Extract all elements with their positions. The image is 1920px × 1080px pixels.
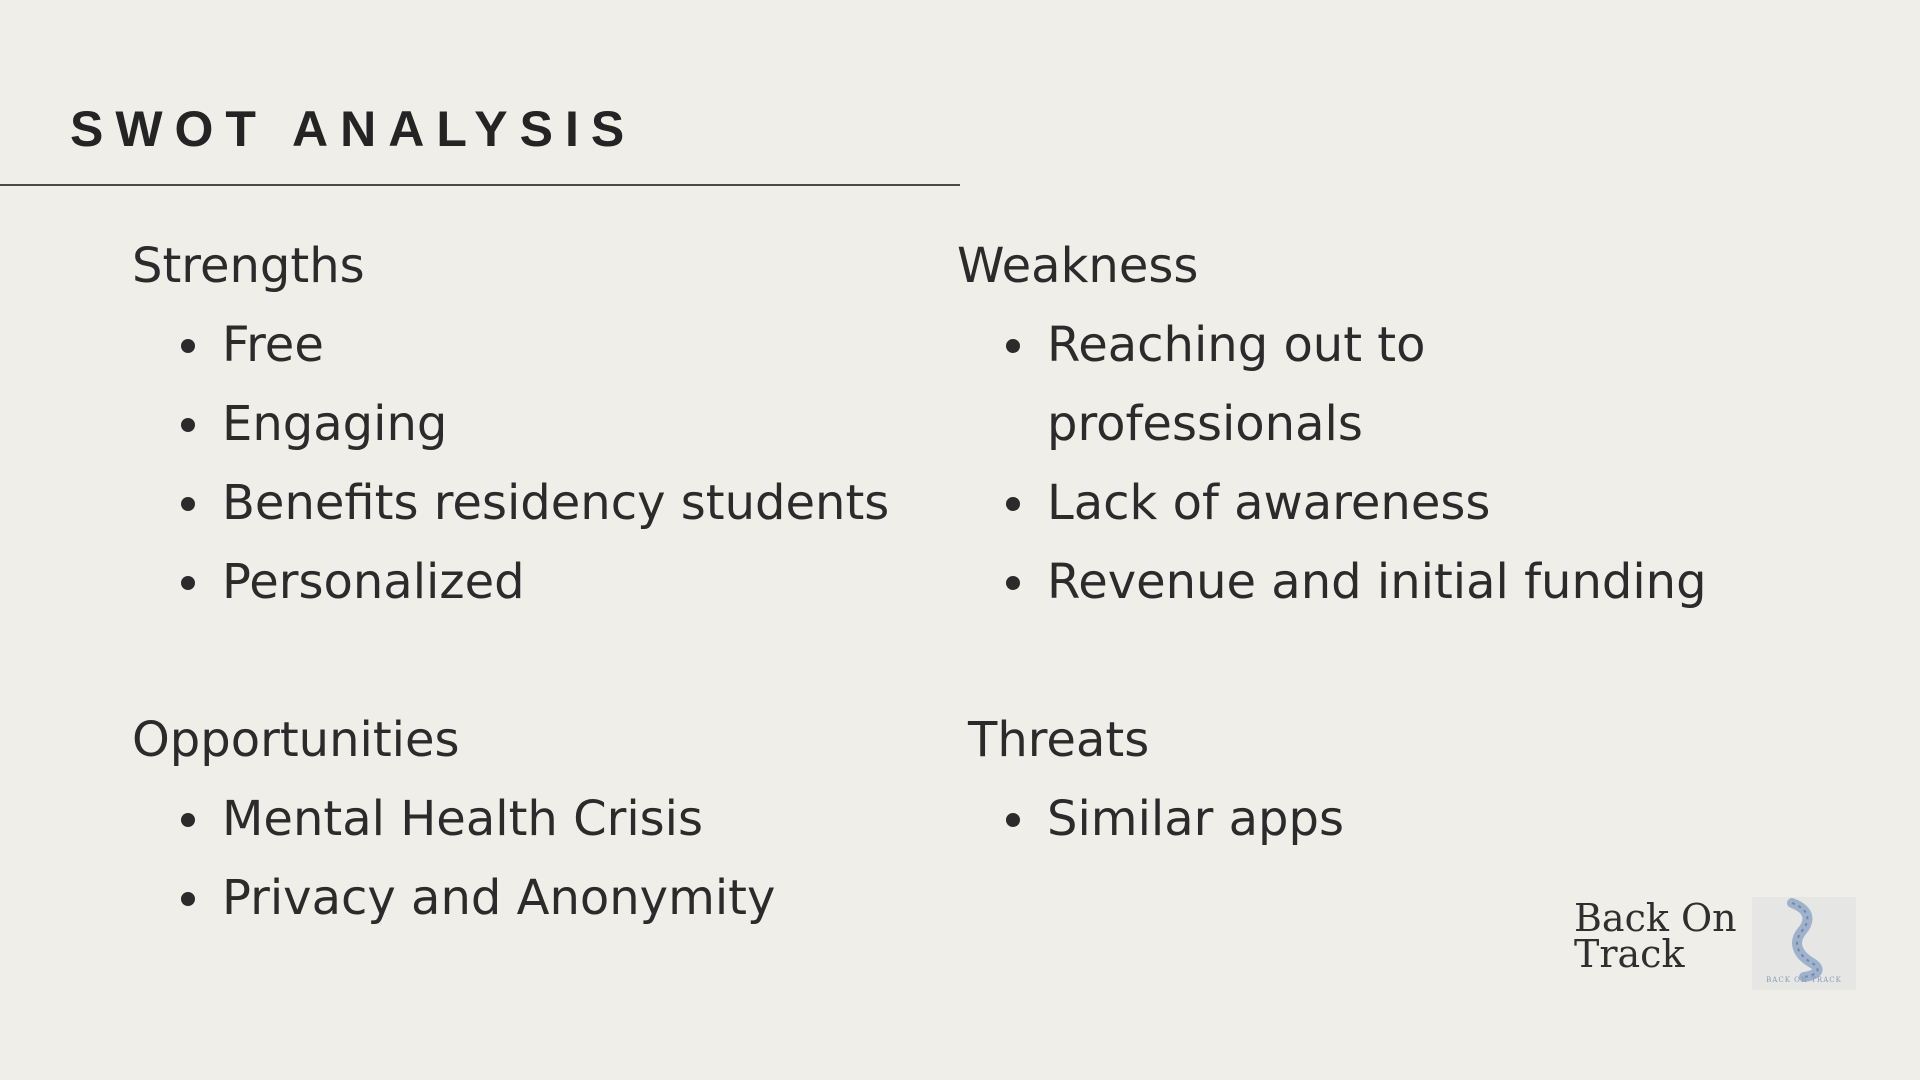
- list-item-text: Similar apps: [1047, 791, 1344, 847]
- bullet-icon: [181, 576, 195, 590]
- weakness-list: [957, 306, 1737, 622]
- list-item: [957, 543, 1737, 622]
- list-item-text: Benefits residency students: [222, 475, 890, 531]
- list-item: [132, 464, 952, 543]
- opportunities-section: [132, 701, 952, 938]
- list-item: [132, 543, 952, 622]
- list-item-text: Mental Health Crisis: [222, 791, 704, 847]
- bullet-icon: [181, 418, 195, 432]
- opportunities-heading: Opportunities: [132, 712, 460, 768]
- list-item-text: Free: [222, 317, 324, 373]
- list-item: [957, 464, 1737, 543]
- list-item: [957, 306, 1467, 464]
- brand-logo-text: BACK ON TRACK: [1766, 976, 1842, 984]
- list-item-text: Lack of awareness: [1047, 475, 1491, 531]
- brand-wordmark: [1574, 896, 1737, 976]
- list-item-text: Reaching out to professionals: [1047, 317, 1426, 452]
- weakness-section: [957, 227, 1737, 622]
- bullet-icon: [181, 892, 195, 906]
- opportunities-list: [132, 780, 952, 938]
- threats-list: [968, 780, 1738, 859]
- brand-name-line1: Back On: [1574, 896, 1737, 940]
- list-item: [132, 385, 952, 464]
- list-item: [132, 859, 952, 938]
- bullet-icon: [181, 497, 195, 511]
- bullet-icon: [1006, 339, 1020, 353]
- list-item: [132, 306, 952, 385]
- slide-title: SWOT ANALYSIS: [70, 101, 637, 157]
- list-item-text: Engaging: [222, 396, 448, 452]
- brand-name-line2: Track: [1574, 932, 1685, 976]
- bullet-icon: [181, 339, 195, 353]
- bullet-icon: [1006, 576, 1020, 590]
- bullet-icon: [181, 813, 195, 827]
- title-divider: [0, 184, 960, 186]
- strengths-list: [132, 306, 952, 622]
- list-item-text: Revenue and initial funding: [1047, 554, 1707, 610]
- threats-section: [968, 701, 1738, 859]
- weakness-heading: Weakness: [957, 238, 1199, 294]
- list-item: [132, 780, 952, 859]
- list-item-text: Personalized: [222, 554, 525, 610]
- bullet-icon: [1006, 813, 1020, 827]
- threats-heading: Threats: [968, 712, 1150, 768]
- list-item: [968, 780, 1738, 859]
- list-item-text: Privacy and Anonymity: [222, 870, 776, 926]
- bullet-icon: [1006, 497, 1020, 511]
- brand-logo: [1752, 897, 1856, 990]
- strengths-heading: Strengths: [132, 238, 365, 294]
- strengths-section: [132, 227, 952, 622]
